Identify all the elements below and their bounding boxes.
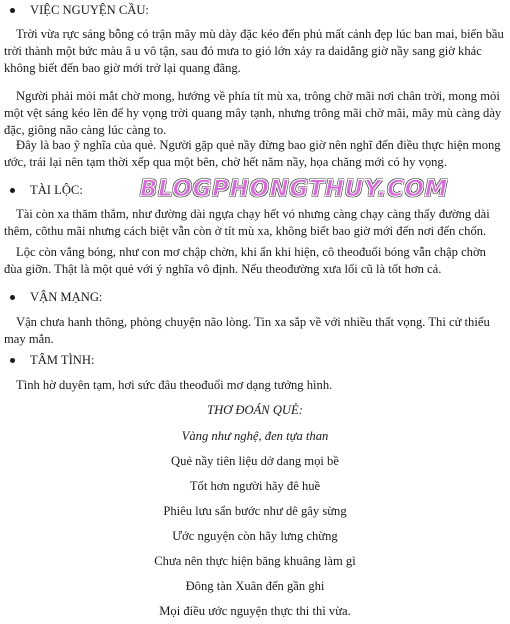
bullet-icon [10, 188, 15, 193]
paragraph: Tình hờ duyên tạm, hơi sức đâu theođuổi mơ dạng tưởng hình. [16, 378, 333, 392]
heading-text: TÀI LỘC: [30, 183, 83, 197]
paragraph: Tài còn xa thăm thẳm, như đường dài ngựa chạy hết vó nhưng càng chạy càng thấy đường dài thêm, cõthu mãi nhưng cách biệt vẫn còn ở tít mù xa, không biết bao giờ mới đến nơi đến chốn. [4, 207, 490, 238]
poem-line: Phiêu lưu sẩn bước như dê gây sừng [163, 504, 347, 518]
section-heading-van-mang [10, 289, 102, 306]
paragraph: Người phải mỏi mắt chờ mong, hướng về phía tít mù xa, trông chờ mãi nơi chân trời, mong mỏi một vệt sáng kéo lên để hy vọng trời quang mây tạnh, nhưng trông mãi chờ mãi, mây mù càng dày đặc, giông não càng lúc càng to. [4, 89, 502, 137]
section-heading-viec-nguyen-cau [10, 2, 149, 19]
poem-line: Ước nguyện còn hãy lưng chừng [172, 529, 338, 543]
heading-text: VIỆC NGUYỆN CẦU: [30, 3, 149, 17]
bullet-icon [10, 8, 15, 13]
poem-title: THƠ ĐOÁN QUẺ: [207, 403, 303, 417]
poem-line: Tốt hơn người hãy đê huề [189, 479, 321, 493]
poem-line: Đông tàn Xuân đến gần ghi [185, 579, 325, 593]
paragraph: Đây là bao ỹ nghĩa của quẻ. Người gặp quẻ nầy đừng bao giờ nên nghĩ đến điều thực hiện mong ước, trái lại nên tạm thời xếp qua một bên, chờ hết năm nầy, họa chăng mới có hy vọng. [4, 138, 501, 169]
paragraph: Trời vừa rực sáng bỗng có trận mây mù dày đặc kéo đến phủ mất cảnh đẹp lúc ban mai, biến bầu trời thành một bức màu â u vô tận, sau đó mưa to gió lớn xảy ra daidẳng giờ nầy sang giờ khác không biết đến bao giờ mới trở lại quang đãng. [4, 27, 504, 75]
paragraph: Vận chưa hanh thông, phòng chuyện não lòng. Tin xa sắp về với nhiều thất vọng. Thi cử thiếu may mắn. [4, 315, 490, 346]
section-heading-tai-loc [10, 182, 83, 199]
section-heading-tam-tinh [10, 352, 94, 369]
poem-line: Quẻ nầy tiên liệu dở dang mọi bề [171, 454, 339, 468]
poem-line: Vàng như nghệ, đen tựa than [181, 429, 329, 443]
paragraph: Lộc còn vắng bóng, như con mơ chập chờn, khi ẩn khi hiện, cô theođuổi bóng vẫn chập chờn đùa giỡn. Thật là một quẻ với ý nghĩa vô định. Nếu theođường xưa lối cũ là tốt hơn cả. [4, 245, 486, 276]
heading-text: TÂM TÌNH: [30, 353, 95, 367]
bullet-icon [10, 358, 15, 363]
watermark-logo: BLOGPHONGTHUY.COM [140, 176, 449, 202]
heading-text: VẬN MẠNG: [30, 290, 103, 304]
poem-line: Mọi điều ước nguyện thực thi thì vừa. [159, 604, 351, 618]
poem-line: Chưa nên thực hiện băng khuâng làm gì [154, 554, 356, 568]
bullet-icon [10, 295, 15, 300]
